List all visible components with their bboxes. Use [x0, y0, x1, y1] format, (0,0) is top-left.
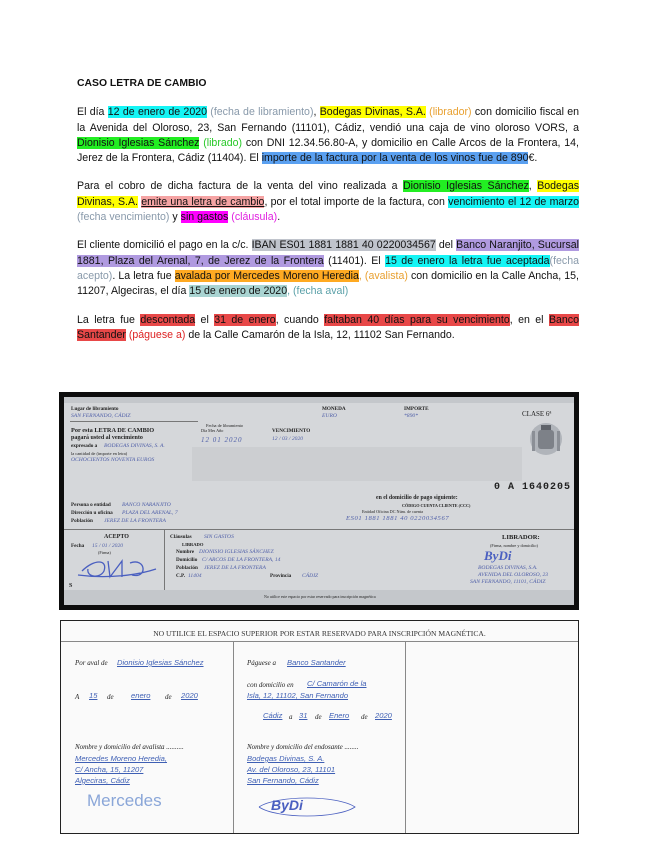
clauses-value: SIN GASTOS: [204, 534, 234, 540]
payee-value: BODEGAS DIVINAS, S. A.: [104, 443, 165, 449]
band: [192, 447, 522, 481]
postcode-label: C.P.: [176, 573, 186, 579]
rule: [64, 529, 574, 530]
divider: [61, 641, 578, 642]
paragraph-2: [77, 179, 579, 225]
amount-label: IMPORTE: [404, 406, 429, 412]
coat-of-arms-icon: [526, 421, 566, 457]
month-value: Enero: [329, 711, 350, 720]
drawer-name: Bodegas Divinas, S.A.: [319, 106, 426, 119]
text: el: [195, 313, 215, 326]
issue-date-label: Fecha de libramiento: [206, 423, 244, 428]
signature-label: (Firma): [98, 550, 111, 555]
discounted: descontada: [140, 313, 196, 326]
endorser-line: San Fernando, Cádiz: [247, 776, 319, 785]
amount-value: *890*: [404, 413, 418, 419]
guarantor-line: C/ Ancha, 15, 11207: [75, 765, 144, 774]
guarantee-for-value: Dionisio Iglesias Sánchez: [117, 658, 204, 667]
at-label: A: [75, 693, 80, 701]
drawer-label: LIBRADOR:: [502, 534, 540, 541]
drawer-sublabel: (Firma, nombre y domicilio): [490, 543, 538, 548]
guarantor-line: Mercedes Moreno Heredia,: [75, 754, 168, 763]
at-label: a: [289, 713, 293, 721]
text: Para el cobro de dicha factura de la venta del vino realizada a: [77, 180, 404, 193]
town-label: Población: [176, 565, 198, 571]
acceptance-date-value: 15 / 01 / 2020: [92, 543, 124, 549]
province-label: Provincia: [270, 573, 292, 579]
guarantor: avalada por Mercedes Moreno Heredia: [174, 269, 359, 282]
text: €.: [528, 152, 538, 165]
address-value: PLAZA DEL ARENAL, 7: [122, 510, 178, 516]
clause-note: (cláusula): [228, 211, 278, 224]
place-value: Cádiz: [263, 711, 283, 720]
pay-to-label: Páguese a: [247, 659, 276, 667]
drawer-line: SAN FERNANDO, 11101, CÁDIZ: [470, 579, 546, 585]
endorser-label: Nombre y domicilio del endosante ........: [247, 743, 359, 751]
postcode-value: 11404: [188, 573, 202, 579]
bill-of-exchange-front: [59, 392, 579, 610]
dmy-label: Día Mes Año: [201, 428, 224, 433]
paragraph-1: [77, 105, 579, 166]
text: y: [169, 211, 181, 224]
drawer-line: BODEGAS DIVINAS, S.A.: [478, 565, 538, 571]
amount-words-value: OCHOCIENTOS NOVENTA EUROS: [71, 457, 155, 463]
accept-label: ACEPTO: [104, 534, 129, 540]
drawer-note: (librador): [425, 106, 472, 119]
town-value: JEREZ DE LA FRONTERA: [204, 565, 266, 571]
rule: [70, 421, 198, 422]
serial-number: 0 A 1640205: [494, 482, 572, 493]
domicile-line: Isla, 12, 11102, San Fernando: [247, 691, 349, 700]
guarantee-for-label: Por aval de: [75, 659, 108, 667]
day-value: 31: [299, 711, 308, 720]
town-value: JEREZ DE LA FRONTERA: [104, 518, 166, 524]
domicile-label: con domicilio en: [247, 681, 294, 689]
text: El cliente domicilió el pago en la c/c.: [77, 239, 252, 252]
pay-to-value: Banco Santander: [287, 658, 346, 667]
text: , por el total importe de la factura, con: [264, 195, 449, 208]
entity-label: Persona o entidad: [71, 502, 111, 508]
guarantor-signature: Mercedes: [87, 791, 162, 810]
year-value: 2020: [375, 711, 392, 720]
text: . La letra fue: [112, 269, 175, 282]
magnetic-notice: No utilice este espacio por estar reservado para inscripción magnética: [264, 594, 376, 599]
divider: [233, 641, 234, 833]
text: La letra fue: [77, 313, 141, 326]
place-label: Lugar de libramiento: [71, 406, 119, 412]
amount-words-label: la cantidad de (importe en letra): [71, 451, 128, 456]
due-date-label: VENCIMIENTO: [272, 428, 311, 434]
text: ,: [313, 106, 320, 119]
text: (11401). El: [323, 254, 386, 267]
text: , cuando: [275, 313, 325, 326]
paragraph-3: [77, 238, 579, 299]
text: con DNI 12.34.56.80-A, y domicilio en Calle Arcos de la Frontera, 14, Jerez de la Frontera, Cádiz (11404). El: [77, 136, 579, 165]
days-remaining: faltaban 40 días para su vencimiento: [324, 313, 510, 326]
drawer-line: AVENIDA DEL OLOROSO, 23: [478, 572, 549, 578]
town-label: Población: [71, 518, 93, 524]
ccc-value: ES01 1881 1881 40 0220034567: [346, 515, 450, 522]
text: .: [277, 211, 281, 224]
divider: [405, 641, 406, 833]
acceptance-date: 15 de enero la letra fue aceptada: [385, 254, 550, 267]
s-mark: S: [69, 583, 73, 589]
discount-date: 31 de enero: [214, 313, 276, 326]
document-body: [77, 76, 579, 356]
endorser-line: Bodegas Divinas, S. A.: [247, 754, 325, 763]
discount-bank: Banco Santander: [77, 313, 579, 341]
class-label: CLASE 6ª: [522, 410, 552, 418]
signature-box-icon: [257, 795, 357, 819]
currency-label: MONEDA: [322, 406, 346, 412]
due-date: vencimiento el 12 de marzo: [448, 195, 580, 208]
address-label: Dirección u oficina: [71, 510, 113, 516]
issue-date: 12 de enero de 2020: [107, 106, 207, 119]
no-cost-clause: sin gastos: [180, 211, 229, 224]
text: de la Calle Camarón de la Isla, 12, 11102 San Fernando.: [185, 328, 455, 341]
due-date-note: (fecha vencimiento): [77, 211, 170, 224]
issue-date-value: 12 01 2020: [201, 436, 243, 444]
drawer-signature: ByDi: [484, 548, 512, 563]
drawer-name: Bodegas Divinas, S.A.: [77, 180, 580, 208]
day-value: 15: [89, 691, 98, 700]
guarantor-line: Algeciras, Cádiz: [75, 776, 130, 785]
text: ,: [528, 180, 538, 193]
by-this-bill: Por esta LETRA DE CAMBIO: [71, 427, 155, 434]
bill-of-exchange-back: [60, 620, 579, 834]
guarantor-label: Nombre y domicilio del avalista ..........: [75, 743, 184, 751]
endorser-line: Av. del Oloroso, 23, 11101: [247, 765, 336, 774]
province-value: CÁDIZ: [302, 573, 319, 579]
text: El día: [77, 106, 108, 119]
guarantee-date-note: , (fecha aval): [287, 285, 349, 298]
paragraph-4: [77, 313, 579, 344]
bill-front-paper: [64, 397, 574, 605]
payment-domicile-label: en el domicilio de pago siguiente:: [376, 495, 458, 501]
ccc-columns: Entidad Oficina DC Núm. de cuenta: [362, 509, 423, 514]
name-value: DIONISIO IGLESIAS SÁNCHEZ: [199, 549, 274, 555]
domicile-value: C/ ARCOS DE LA FRONTERA, 14: [202, 557, 281, 563]
acceptance-signature-icon: [78, 555, 158, 581]
of-label: de: [165, 693, 172, 701]
guarantee-date: 15 de enero de 2020: [189, 285, 288, 298]
endorser-signature: ByDi: [271, 797, 303, 813]
drawee-note: (librado): [199, 136, 243, 149]
expressed-to: expresado a: [71, 443, 98, 449]
iban: IBAN ES01 1881 1881 40 0220034567: [251, 239, 436, 252]
amount-highlight: importe de la factura por la venta de los vinos fue de 890: [261, 152, 529, 165]
drawee-name: Dionisio Iglesias Sánchez: [403, 180, 529, 193]
name-label: Nombre: [176, 549, 195, 555]
pay-to-note: (páguese a): [125, 328, 186, 341]
of-label: de: [315, 713, 322, 721]
year-value: 2020: [181, 691, 198, 700]
ccc-label: CÓDIGO CUENTA CLIENTE (CCC): [402, 503, 471, 508]
text: con domicilio fiscal en la Avenida del Oloroso, 23, San Fernando (11101), Cádiz, vendió una caja de vino oloroso VORS, a: [77, 106, 580, 134]
bank-address: Banco Naranjito, Sucursal 1881, Plaza del Arenal, 7, de Jerez de la Frontera: [77, 239, 579, 267]
document-title: CASO LETRA DE CAMBIO: [77, 78, 207, 89]
date-label: Fecha: [71, 543, 85, 549]
issue-date-note: (fecha de libramiento): [207, 106, 314, 119]
drawee-name: Dionisio Iglesias Sánchez: [77, 136, 200, 149]
text: del: [435, 239, 457, 252]
currency-value: EURO: [322, 413, 337, 419]
month-value: enero: [131, 691, 151, 700]
domicile-label: Domicilio: [176, 557, 198, 563]
of-label: de: [107, 693, 114, 701]
band: [64, 397, 574, 403]
drawee-label: LIBRADO: [182, 542, 204, 547]
clauses-label: Cláusulas: [170, 534, 192, 540]
due-date-value: 12 / 03 / 2020: [272, 436, 304, 442]
will-pay: pagará usted al vencimiento: [71, 435, 143, 441]
issue-bill-highlight: emite una letra de cambio: [141, 195, 265, 208]
acceptance-note: (fecha acepto): [77, 254, 579, 282]
guarantor-note: , (avalista): [358, 269, 408, 282]
rule: [164, 530, 165, 590]
of-label: de: [361, 713, 368, 721]
text: , en el: [509, 313, 549, 326]
domicile-line: C/ Camarón de la: [307, 679, 367, 688]
entity-value: BANCO NARANJITO: [122, 502, 171, 508]
text: con domicilio en la Calle Ancha, 15, 11207, Algeciras, el día: [77, 269, 579, 298]
reverse-header: NO UTILICE EL ESPACIO SUPERIOR POR ESTAR RESERVADO PARA INSCRIPCIÓN MAGNÉTICA.: [153, 629, 486, 638]
place-value: SAN FERNANDO, CÁDIZ: [71, 413, 131, 419]
